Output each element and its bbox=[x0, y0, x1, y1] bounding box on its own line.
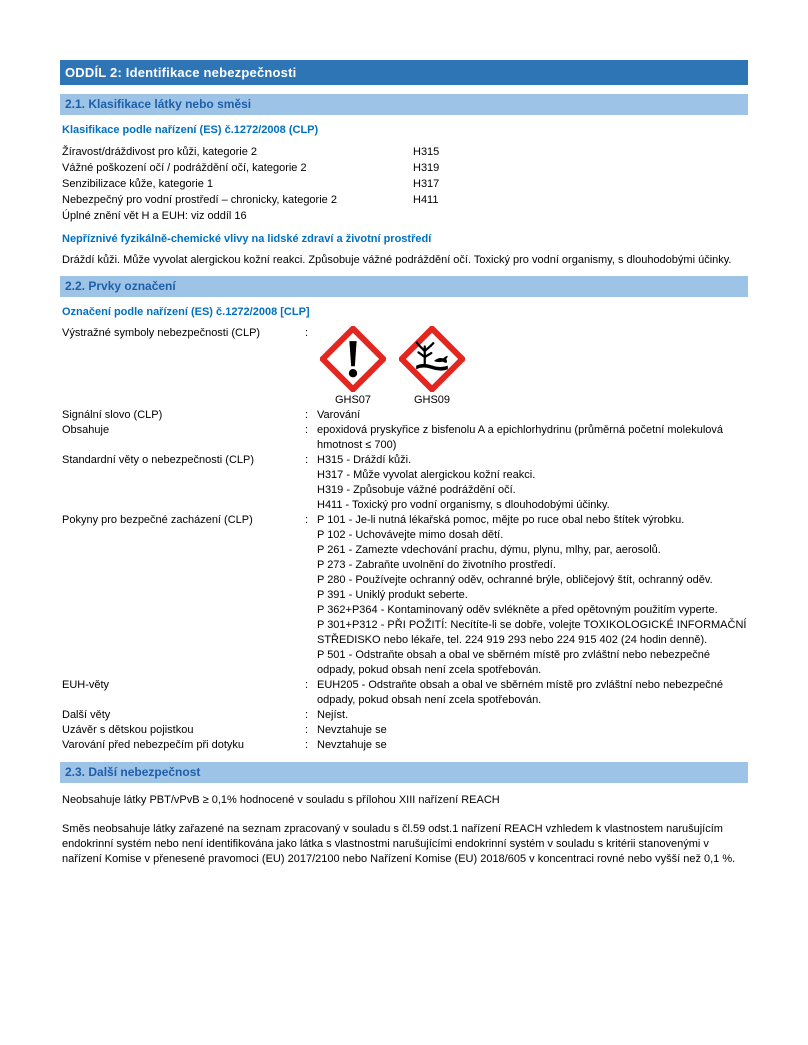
field-value-line: P 362+P364 - Kontaminovaný oděv svlékněte a před opětovným použitím vyperte. bbox=[317, 604, 718, 616]
field-label: Varování před nebezpečím při dotyku bbox=[62, 739, 245, 751]
h-code-cell: H319 bbox=[413, 162, 440, 174]
field-value-line: H317 - Může vyvolat alergickou kožní reakci. bbox=[317, 469, 536, 481]
hazard-class-cell: Senzibilizace kůže, kategorie 1 bbox=[62, 178, 214, 190]
field-row-other-sentences bbox=[62, 708, 748, 723]
table-row bbox=[62, 144, 748, 160]
field-value-line: P 102 - Uchovávejte mimo dosah dětí. bbox=[317, 529, 504, 541]
field-colon: : bbox=[305, 709, 309, 721]
field-value bbox=[317, 513, 748, 678]
section-2-1-header: 2.1. Klasifikace látky nebo směsi bbox=[60, 94, 748, 115]
field-value-line: EUH205 - Odstraňte obsah a obal ve sběrném místě pro zvláštní nebo nebezpečné odpady, pokud obsah není zcela spotřebován. bbox=[317, 679, 724, 706]
field-colon: : bbox=[305, 724, 309, 736]
field-value-line: P 273 - Zabraňte uvolnění do životního prostředí. bbox=[317, 559, 556, 571]
section-2-header: ODDÍL 2: Identifikace nebezpečnosti bbox=[60, 60, 748, 85]
section-2-2-header: 2.2. Prvky označení bbox=[60, 276, 748, 297]
ghs07-exclamation-icon bbox=[320, 326, 386, 392]
ghs07-pictogram bbox=[317, 326, 389, 408]
field-row-euh-statements bbox=[62, 678, 748, 708]
field-value-line: P 301+P312 - PŘI POŽITÍ: Necítíte-li se dobře, volejte TOXIKOLOGICKÉ INFORMAČNÍ STŘEDISKO nebo lékaře, tel. 224 919 293 nebo 224 915 402 (24 hodin denně). bbox=[317, 619, 747, 646]
field-value-line: H315 - Dráždí kůži. bbox=[317, 454, 412, 466]
sds-document-page bbox=[60, 0, 748, 867]
field-value bbox=[317, 423, 748, 453]
full-wording-note: Úplné znění vět H a EUH: viz oddíl 16 bbox=[62, 210, 247, 222]
hazard-class-cell: Žíravost/dráždivost pro kůži, kategorie 2 bbox=[62, 146, 258, 158]
table-row bbox=[62, 176, 748, 192]
h-code-cell: H317 bbox=[413, 178, 440, 190]
ghs09-caption: GHS09 bbox=[413, 394, 451, 406]
field-value bbox=[317, 723, 748, 738]
table-row bbox=[62, 160, 748, 176]
field-value bbox=[317, 738, 748, 753]
field-value bbox=[317, 408, 748, 423]
field-value-line: H319 - Způsobuje vážné podráždění očí. bbox=[317, 484, 516, 496]
field-label: Obsahuje bbox=[62, 424, 110, 436]
labelling-fields bbox=[62, 326, 748, 753]
hazard-class-cell: Vážné poškození očí / podráždění očí, kategorie 2 bbox=[62, 162, 307, 174]
ghs-pictogram-strip bbox=[317, 326, 748, 408]
field-value-line: P 101 - Je-li nutná lékařská pomoc, mějte po ruce obal nebo štítek výrobku. bbox=[317, 514, 685, 526]
field-row-contains bbox=[62, 423, 748, 453]
field-colon: : bbox=[305, 327, 309, 339]
field-value bbox=[317, 708, 748, 723]
field-label: Standardní věty o nebezpečnosti (CLP) bbox=[62, 454, 255, 466]
ghs07-caption: GHS07 bbox=[334, 394, 372, 406]
field-value-line: P 391 - Uniklý produkt seberte. bbox=[317, 589, 468, 601]
field-value bbox=[317, 678, 748, 708]
ghs09-pictogram bbox=[396, 326, 468, 408]
field-value-line: P 501 - Odstraňte obsah a obal ve sběrném místě pro zvláštní nebo nebezpečné odpady, pokud obsah není zcela spotřebován. bbox=[317, 649, 710, 676]
field-label: Uzávěr s dětskou pojistkou bbox=[62, 724, 194, 736]
field-label: Pokyny pro bezpečné zacházení (CLP) bbox=[62, 514, 253, 526]
classification-table bbox=[62, 144, 748, 208]
field-value-line: Nejíst. bbox=[317, 709, 349, 721]
field-label: EUH-věty bbox=[62, 679, 110, 691]
field-colon: : bbox=[305, 739, 309, 751]
field-colon: : bbox=[305, 424, 309, 436]
field-value-line: Nevztahuje se bbox=[317, 739, 387, 751]
field-colon: : bbox=[305, 514, 309, 526]
field-label: Další věty bbox=[62, 709, 111, 721]
field-colon: : bbox=[305, 454, 309, 466]
field-value-line: P 280 - Používejte ochranný oděv, ochranné brýle, obličejový štít, ochranný oděv. bbox=[317, 574, 713, 586]
field-value-line: Varování bbox=[317, 409, 361, 421]
field-value-line: P 261 - Zamezte vdechování prachu, dýmu, plynu, mlhy, par, aerosolů. bbox=[317, 544, 661, 556]
field-row-pictograms bbox=[62, 326, 748, 408]
field-colon: : bbox=[305, 409, 309, 421]
field-row-precautionary-statements bbox=[62, 513, 748, 678]
adverse-effects-text: Dráždí kůži. Může vyvolat alergickou kožní reakci. Způsobuje vážné podráždění očí. Toxický pro vodní organismy, s dlouhodobými účinky. bbox=[62, 254, 732, 266]
field-row-tactile-warning bbox=[62, 738, 748, 753]
field-label: Výstražné symboly nebezpečnosti (CLP) bbox=[62, 327, 261, 339]
field-row-hazard-statements bbox=[62, 453, 748, 513]
adverse-effects-heading: Nepříznivé fyzikálně-chemické vlivy na lidské zdraví a životní prostředí bbox=[62, 233, 432, 245]
clp-classification-heading: Klasifikace podle nařízení (ES) č.1272/2008 (CLP) bbox=[62, 124, 319, 136]
field-value-line: epoxidová pryskyřice z bisfenolu A a epichlorhydrinu (průměrná početní molekulová hmotnost ≤ 700) bbox=[317, 424, 723, 451]
field-row-signal-word bbox=[62, 408, 748, 423]
field-colon: : bbox=[305, 679, 309, 691]
hazard-class-cell: Nebezpečný pro vodní prostředí – chronicky, kategorie 2 bbox=[62, 194, 337, 206]
endocrine-disruptor-paragraph: Směs neobsahuje látky zařazené na seznam zpracovaný v souladu s čl.59 odst.1 nařízení REACH vzhledem k vlastnostem narušujícím endokrinní systém nebo není identifikována jako látka s vlastnostmi narušujícími endokrinní systém v souladu s kritérii stanovenými v nařízení Komise v přenesené pravomoci (EU) 2017/2100 nebo Nařízení Komise (EU) 2018/605 v koncentraci rovné nebo vyšší než 0,1 %. bbox=[62, 823, 736, 865]
field-value-line: Nevztahuje se bbox=[317, 724, 387, 736]
field-value-line: H411 - Toxický pro vodní organismy, s dlouhodobými účinky. bbox=[317, 499, 610, 511]
table-row bbox=[62, 192, 748, 208]
ghs09-environment-icon bbox=[399, 326, 465, 392]
field-value bbox=[317, 326, 748, 408]
h-code-cell: H315 bbox=[413, 146, 440, 158]
field-label: Signální slovo (CLP) bbox=[62, 409, 163, 421]
field-value bbox=[317, 453, 748, 513]
h-code-cell: H411 bbox=[413, 194, 439, 206]
field-row-child-resistant-closure bbox=[62, 723, 748, 738]
section-2-3-header: 2.3. Další nebezpečnost bbox=[60, 762, 748, 783]
pbt-vpvb-paragraph: Neobsahuje látky PBT/vPvB ≥ 0,1% hodnocené v souladu s přílohou XIII nařízení REACH bbox=[62, 794, 500, 806]
clp-labelling-heading: Označení podle nařízení (ES) č.1272/2008 [CLP] bbox=[62, 306, 310, 318]
